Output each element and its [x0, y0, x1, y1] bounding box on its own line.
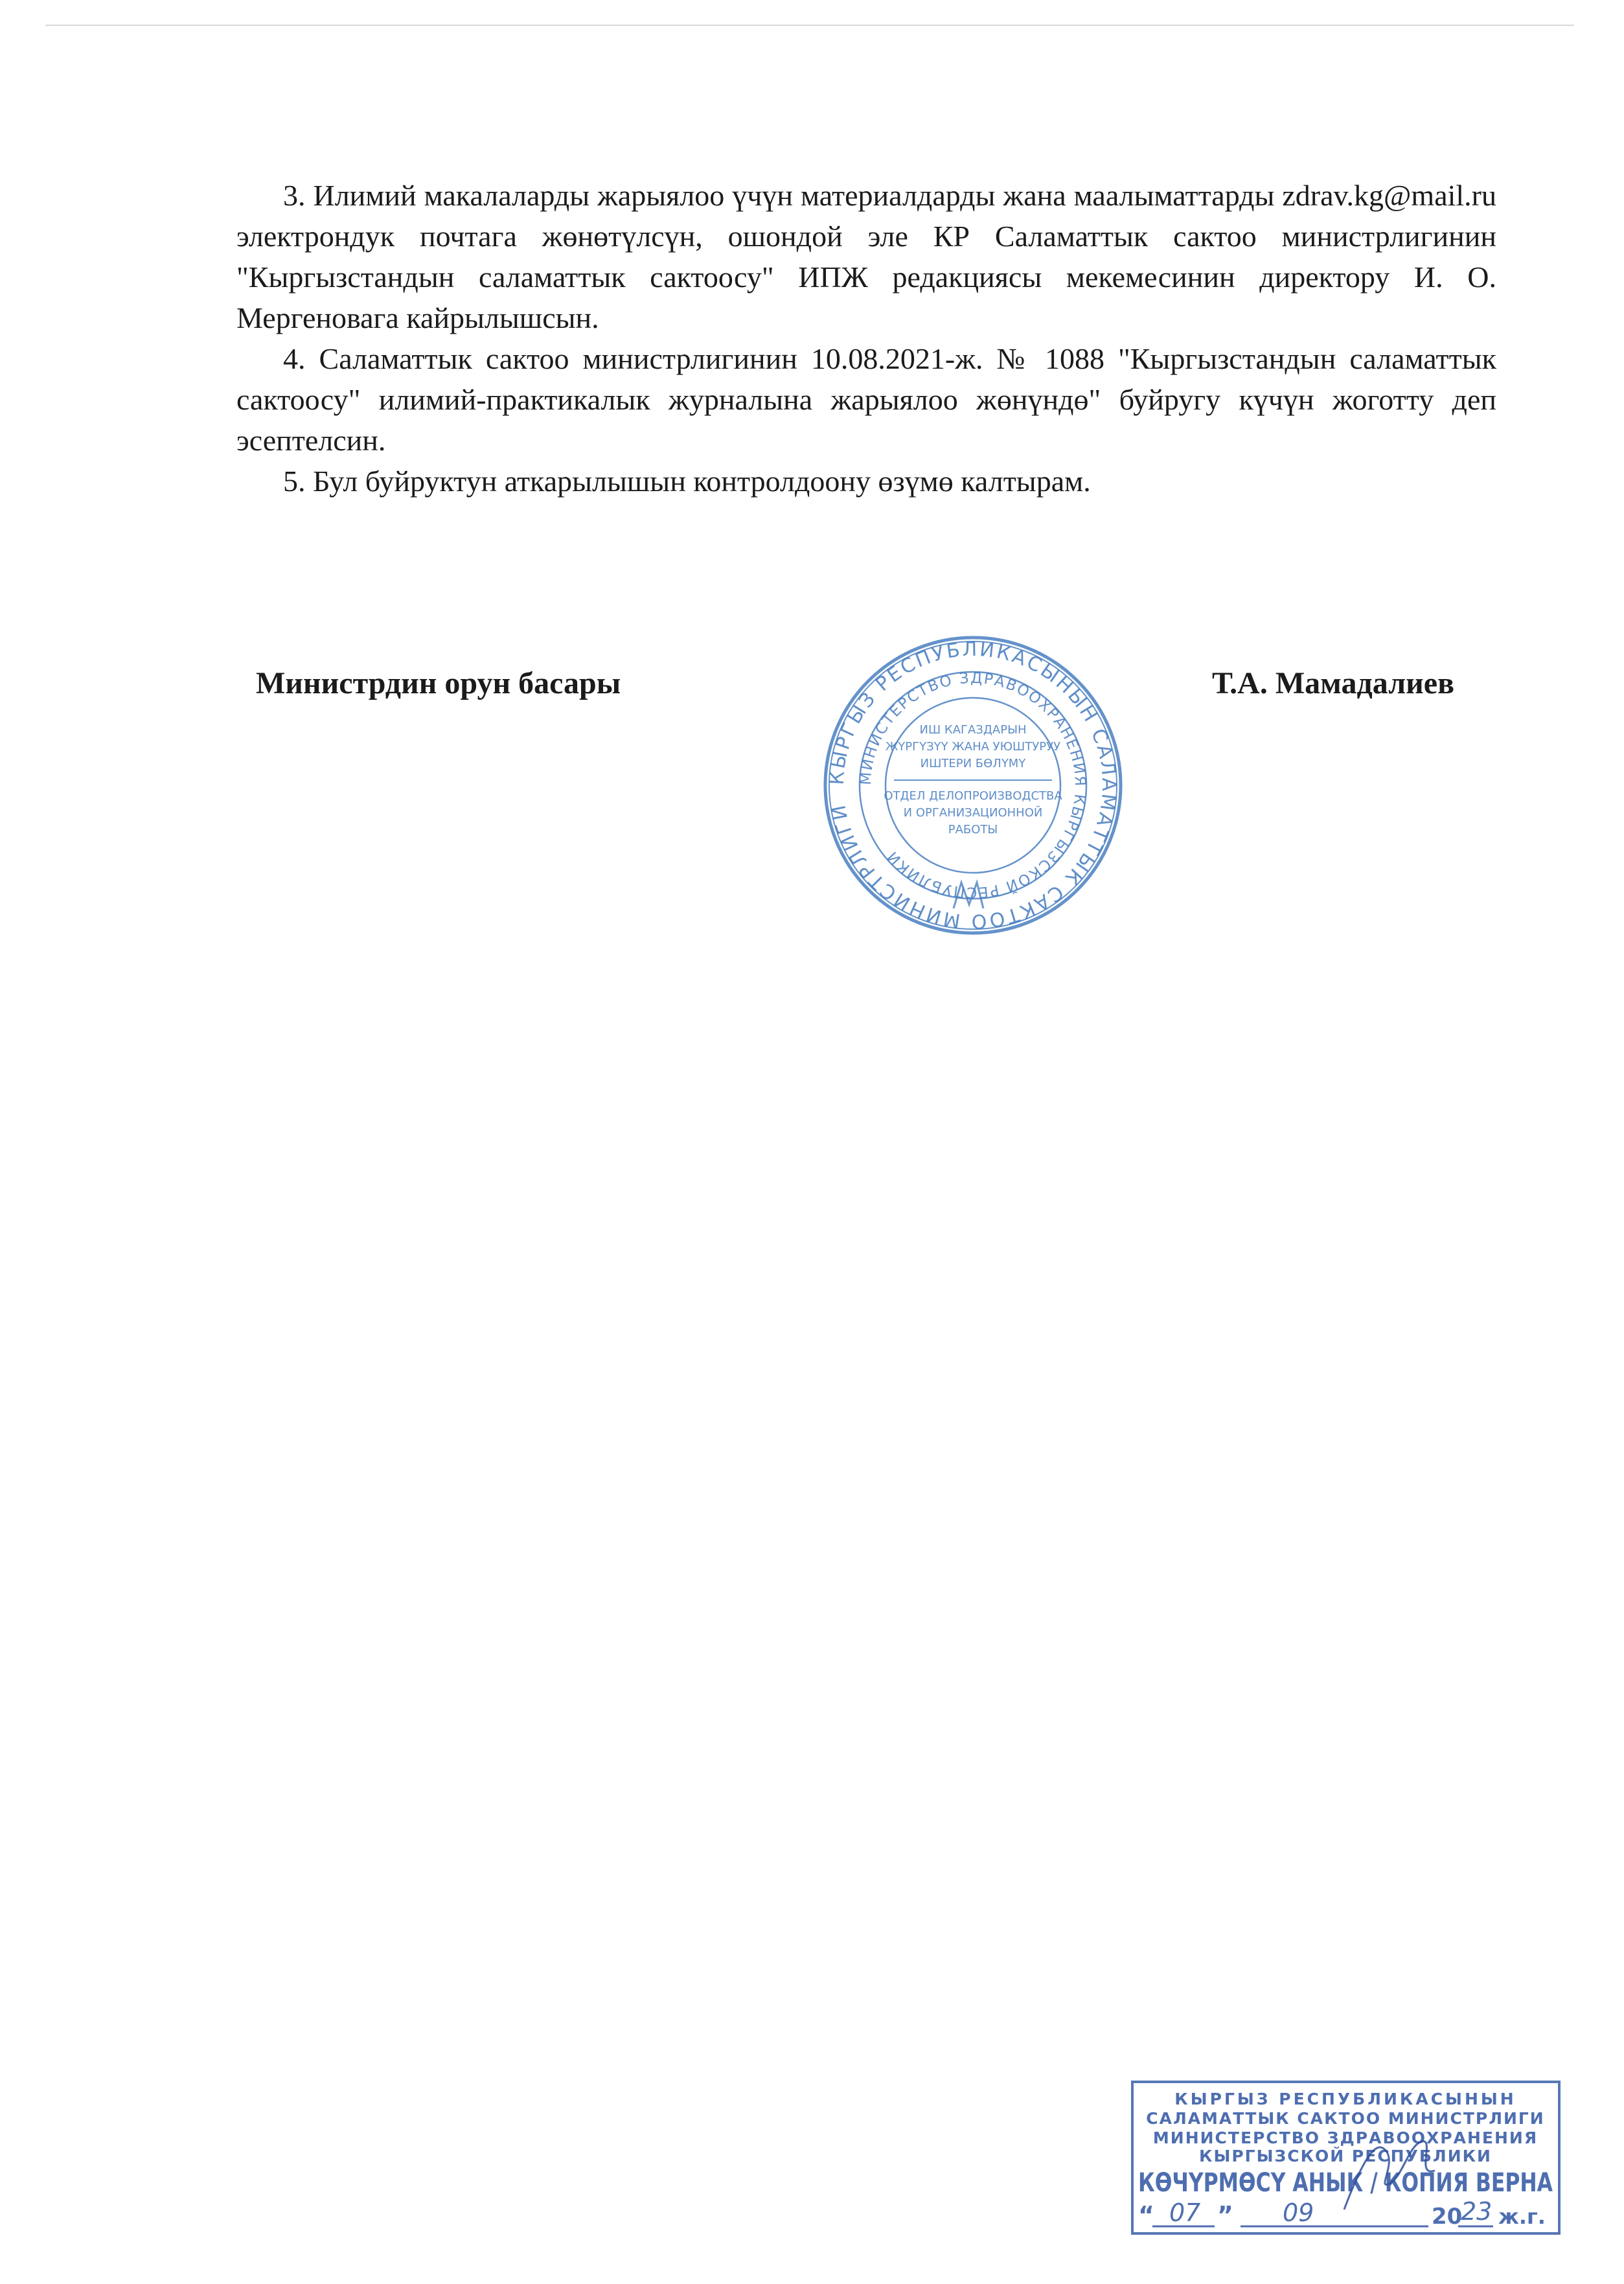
copy-stamp-line-4: КЫРГЫЗСКОЙ РЕСПУБЛИКИ [1199, 2147, 1492, 2165]
copy-stamp-day: 07 [1169, 2198, 1201, 2227]
copy-stamp-open-quote: “ [1138, 2201, 1154, 2230]
copy-stamp-line-1: КЫРГЫЗ РЕСПУБЛИКАСЫНЫН [1174, 2090, 1516, 2108]
seal-outer-ring-text: КЫРГЫЗ РЕСПУБЛИКАСЫНЫН САЛАМАТТЫК САКТОО МИНИСТРЛИГИ [825, 638, 1121, 933]
seal-middle-ring-text: МИНИСТЕРСТВО ЗДРАВООХРАНЕНИЯ КЫРГЫЗСКОЙ РЕСПУБЛИКИ [857, 669, 1089, 901]
copy-verified-stamp [1130, 2080, 1561, 2235]
document-body [236, 175, 1496, 502]
seal-center-line-5: И ОРГАНИЗАЦИОННОЙ [903, 806, 1043, 820]
copy-stamp-line-3: МИНИСТЕРСТВО ЗДРАВООХРАНЕНИЯ [1152, 2128, 1538, 2147]
round-seal-stamp [818, 630, 1128, 941]
copy-stamp-year-suffix: 23 [1461, 2197, 1492, 2226]
copy-stamp-line-2: САЛАМАТТЫК САКТОО МИНИСТРЛИГИ [1146, 2109, 1545, 2128]
copy-stamp-month: 09 [1283, 2198, 1314, 2227]
seal-center-line-3: ИШТЕРИ БӨЛҮМҮ [920, 757, 1026, 770]
scan-top-edge [45, 25, 1574, 26]
seal-center-line-4: ОТДЕЛ ДЕЛОПРОИЗВОДСТВА [884, 789, 1062, 803]
copy-stamp-year-unit: ж.г. [1498, 2204, 1546, 2229]
seal-center-line-6: РАБОТЫ [948, 823, 998, 836]
paragraph-3: 3. Илимий макалаларды жарыялоо үчүн материалдарды жана маалыматтарды zdrav.kg@mail.ru электрондук почтага жөнөтүлсүн, ошондой эле КР Саламаттык сактоо министрлигинин "Кыргызстандын саламаттык сактоосу" ИПЖ редакциясы мекемесинин директору И. О. Мергеновага кайрылышсын. [236, 179, 1496, 334]
signatory-role: Министрдин орун басары [256, 666, 621, 700]
paragraph-4: 4. Саламаттык сактоо министрлигинин 10.08.2021-ж. № 1088 "Кыргызстандын саламаттык сактоосу" илимий-практикалык журналына жарыялоо жөнүндө" буйругу күчүн жоготту деп эсептелсин. [236, 342, 1496, 457]
copy-stamp-year-prefix: 20 [1432, 2204, 1463, 2230]
seal-center-line-2: ЖҮРГҮЗҮҮ ЖАНА УЮШТУРУУ [885, 740, 1061, 754]
signatory-name: Т.А. Мамадалиев [1211, 666, 1454, 700]
paragraph-5: 5. Бул буйруктун аткарылышын контролдоону өзүмө калтырам. [283, 465, 1091, 498]
copy-stamp-close-quote: ” [1217, 2201, 1233, 2230]
copy-stamp-title: КӨЧҮРМӨСҮ АНЫК / КОПИЯ ВЕРНА [1138, 2168, 1553, 2198]
seal-center-line-1: ИШ КАГАЗДАРЫН [919, 723, 1027, 737]
